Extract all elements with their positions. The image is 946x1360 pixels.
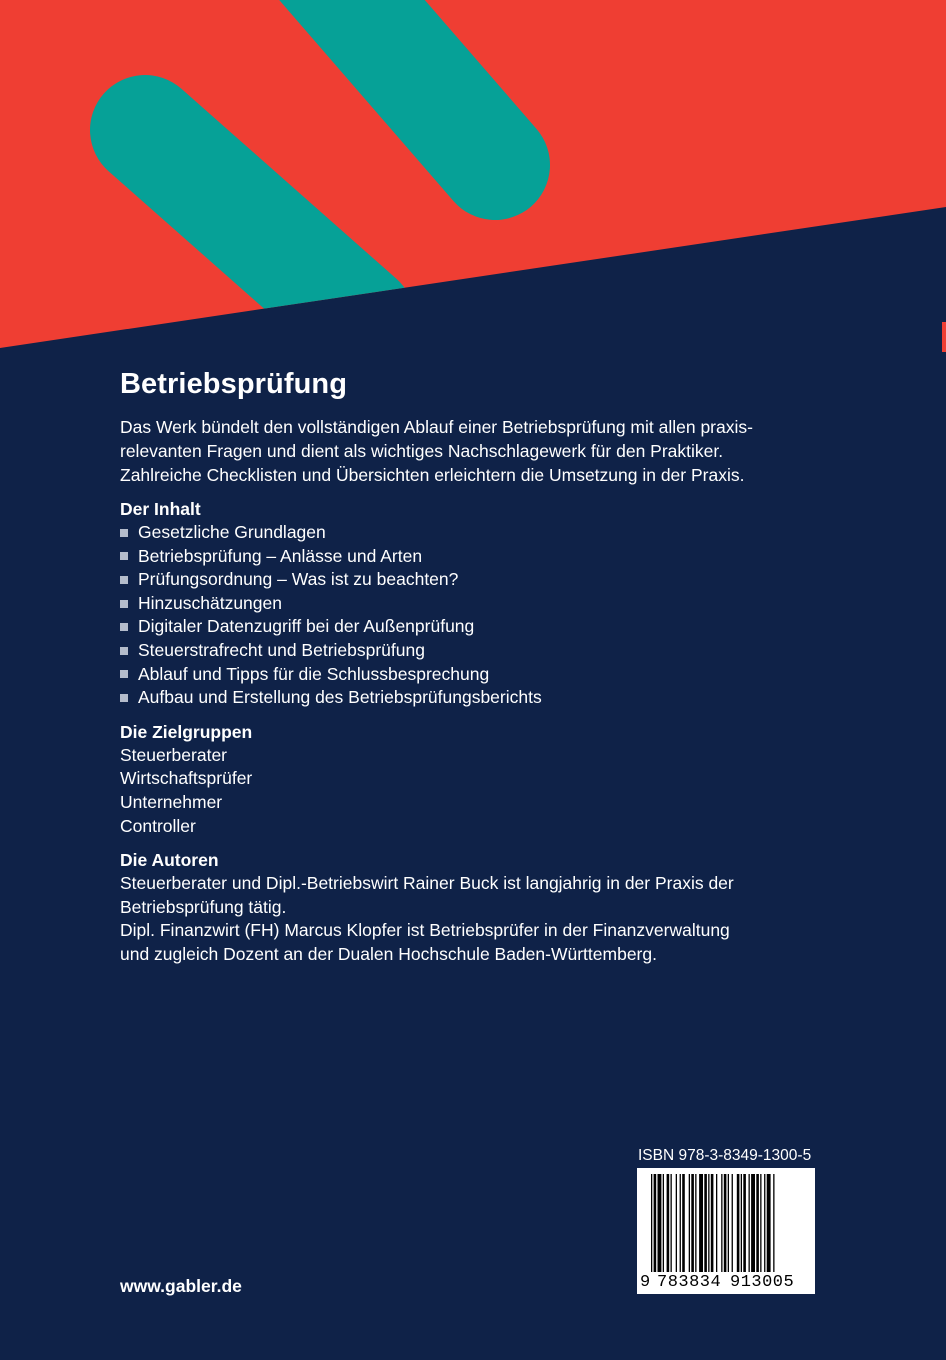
barcode bbox=[637, 1168, 815, 1294]
inhalt-list bbox=[120, 521, 830, 710]
barcode-bar bbox=[721, 1174, 722, 1272]
zielgruppen-list bbox=[120, 744, 830, 838]
list-item bbox=[120, 545, 830, 569]
list-item: Steuerberater bbox=[120, 744, 228, 765]
bullet-square-icon bbox=[120, 552, 128, 560]
bullet-square-icon bbox=[120, 600, 128, 608]
bullet-square-icon bbox=[120, 576, 128, 584]
list-item-text: Gesetzliche Grundlagen bbox=[138, 522, 326, 542]
book-title: Betriebsprüfung bbox=[120, 368, 348, 400]
barcode-digits-right: 913005 bbox=[730, 1273, 795, 1292]
list-item bbox=[120, 615, 830, 639]
list-item-text: Hinzuschätzungen bbox=[138, 592, 282, 613]
barcode-bar bbox=[756, 1174, 759, 1272]
barcode-bar bbox=[716, 1174, 717, 1272]
autoren-paragraph bbox=[120, 872, 830, 966]
list-item: Unternehmer bbox=[120, 791, 223, 812]
list-item bbox=[120, 639, 830, 663]
autoren-line: Dipl. Finanzwirt (FH) Marcus Klopfer ist Betriebsprüfer in der Finanzverwaltung bbox=[120, 920, 730, 941]
intro-line: Zahlreiche Checklisten und Übersichten erleichtern die Umsetzung in der Praxis. bbox=[120, 465, 745, 485]
bullet-square-icon bbox=[120, 670, 128, 678]
bullet-square-icon bbox=[120, 647, 128, 655]
intro-line: relevanten Fragen und dient als wichtiges Nachschlagewerk für den Praktiker. bbox=[120, 441, 724, 461]
barcode-bar bbox=[654, 1174, 657, 1272]
barcode-bar bbox=[708, 1174, 709, 1272]
header-graphic bbox=[0, 0, 946, 360]
list-item-text: Digitaler Datenzugriff bei der Außenprüfung bbox=[138, 616, 475, 637]
list-item bbox=[120, 592, 830, 616]
intro-paragraph bbox=[120, 415, 830, 487]
autoren-line: Betriebsprüfung tätig. bbox=[120, 896, 287, 917]
barcode-digits-left: 783834 bbox=[657, 1273, 722, 1292]
list-item bbox=[120, 521, 830, 545]
barcode-bar bbox=[658, 1174, 662, 1272]
barcode-digit-first: 9 bbox=[640, 1273, 651, 1292]
barcode-bar bbox=[728, 1174, 729, 1272]
barcode-bar bbox=[671, 1174, 672, 1272]
list-item-text: Prüfungsordnung – Was ist zu beachten? bbox=[138, 569, 459, 590]
list-item-text: Aufbau und Erstellung des Betriebsprüfungsberichts bbox=[138, 687, 542, 708]
barcode-bar bbox=[724, 1174, 727, 1272]
list-item-text: Betriebsprüfung – Anlässe und Arten bbox=[138, 545, 423, 566]
list-item bbox=[120, 568, 830, 592]
barcode-bar bbox=[663, 1174, 664, 1272]
cover-text bbox=[120, 368, 830, 967]
barcode-bar bbox=[743, 1174, 746, 1272]
list-item-text: Steuerstrafrecht und Betriebsprüfung bbox=[138, 639, 425, 660]
list-item: Wirtschaftsprüfer bbox=[120, 768, 253, 789]
barcode-bar bbox=[682, 1174, 685, 1272]
publisher-website[interactable]: www.gabler.de bbox=[120, 1276, 242, 1296]
list-item bbox=[120, 686, 830, 710]
bullet-square-icon bbox=[120, 529, 128, 537]
isbn-label: ISBN 978-3-8349-1300-5 bbox=[638, 1147, 812, 1164]
barcode-bar bbox=[680, 1174, 681, 1272]
barcode-bar bbox=[751, 1174, 755, 1272]
barcode-bar bbox=[764, 1174, 765, 1272]
autoren-line: und zugleich Dozent an der Dualen Hochschule Baden-Württemberg. bbox=[120, 943, 657, 964]
barcode-bar bbox=[704, 1174, 707, 1272]
autoren-heading: Die Autoren bbox=[120, 850, 219, 871]
barcode-bar bbox=[695, 1174, 696, 1272]
barcode-bar bbox=[741, 1174, 742, 1272]
barcode-bar bbox=[689, 1174, 690, 1272]
barcode-bar bbox=[732, 1174, 733, 1272]
bullet-square-icon bbox=[120, 694, 128, 702]
autoren-line: Steuerberater und Dipl.-Betriebswirt Rainer Buck ist langjahrig in der Praxis der bbox=[120, 873, 734, 894]
list-item bbox=[120, 663, 830, 687]
barcode-bar bbox=[699, 1174, 703, 1272]
inhalt-heading: Der Inhalt bbox=[120, 499, 201, 519]
barcode-bar bbox=[711, 1174, 714, 1272]
barcode-bar bbox=[749, 1174, 750, 1272]
barcode-bar bbox=[651, 1174, 652, 1272]
bullet-square-icon bbox=[120, 623, 128, 631]
barcode-bar bbox=[773, 1174, 774, 1272]
list-item: Controller bbox=[120, 815, 196, 836]
barcode-bar bbox=[737, 1174, 740, 1272]
edge-marker bbox=[942, 322, 946, 352]
barcode-bar bbox=[667, 1174, 670, 1272]
intro-line: Das Werk bündelt den vollständigen Ablauf einer Betriebsprüfung mit allen praxis- bbox=[120, 417, 753, 437]
barcode-bar bbox=[691, 1174, 694, 1272]
list-item-text: Ablauf und Tipps für die Schlussbesprechung bbox=[138, 663, 490, 684]
zielgruppen-heading: Die Zielgruppen bbox=[120, 721, 253, 742]
barcode-bar bbox=[767, 1174, 771, 1272]
barcode-bar bbox=[676, 1174, 677, 1272]
barcode-bar bbox=[760, 1174, 761, 1272]
